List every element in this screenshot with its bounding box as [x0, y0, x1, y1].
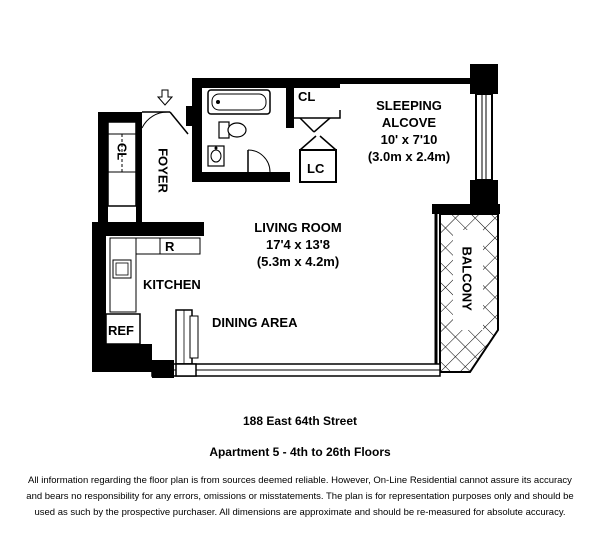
- sink: [208, 146, 224, 166]
- sleeping-alcove-dims-metric: (3.0m x 2.4m): [367, 149, 451, 164]
- linen-closet-label: LC: [307, 161, 325, 176]
- sleeping-alcove-name-2: ALCOVE: [381, 115, 437, 130]
- living-room-dims-metric: (5.3m x 4.2m): [256, 254, 340, 269]
- sleeping-alcove-dims: 10' x 7'10: [380, 132, 438, 147]
- sleeping-alcove-name-1: SLEEPING: [376, 98, 442, 113]
- window-wall-bottom: [152, 360, 440, 378]
- disclaimer-line-1: All information regarding the floor plan is from sources deemed reliable. However, On-Line Residential cannot assure its accuracy: [28, 475, 572, 486]
- refrigerator-label: REF: [108, 323, 134, 338]
- disclaimer-line-3: used as such by the prospective purchaser. All dimensions are approximate and should be re-measured for absolute accuracy.: [34, 507, 566, 518]
- entry-door: [142, 106, 192, 134]
- dining-cabinet: [176, 310, 198, 364]
- living-room-label: [236, 219, 360, 270]
- sleeping-alcove-label: [354, 97, 464, 165]
- closet-bath-area: [286, 78, 340, 132]
- living-room-dims: 17'4 x 13'8: [265, 237, 331, 252]
- balcony-label: BALCONY: [459, 246, 475, 311]
- apartment-caption: Apartment 5 - 4th to 26th Floors: [209, 445, 391, 459]
- bathroom: [192, 78, 290, 182]
- arrow-down-icon: [158, 90, 172, 105]
- disclaimer-line-2: and bears no responsibility for any errors, omissions or misstatements. The plan is for representation purposes only and should be: [26, 491, 574, 502]
- range-label: R: [165, 239, 175, 254]
- dining-area-label: DINING AREA: [212, 315, 298, 330]
- disclaimer: [8, 473, 592, 521]
- foyer-closet: [98, 112, 142, 222]
- toilet: [219, 122, 246, 138]
- living-room-name: LIVING ROOM: [254, 220, 342, 235]
- closet-foyer-label: CL: [114, 142, 130, 161]
- address-caption: 188 East 64th Street: [242, 414, 358, 428]
- closet-bath-label: CL: [298, 89, 316, 104]
- kitchen-label: KITCHEN: [143, 277, 201, 292]
- exterior-wall-right: [470, 64, 498, 204]
- foyer-label: FOYER: [155, 148, 171, 193]
